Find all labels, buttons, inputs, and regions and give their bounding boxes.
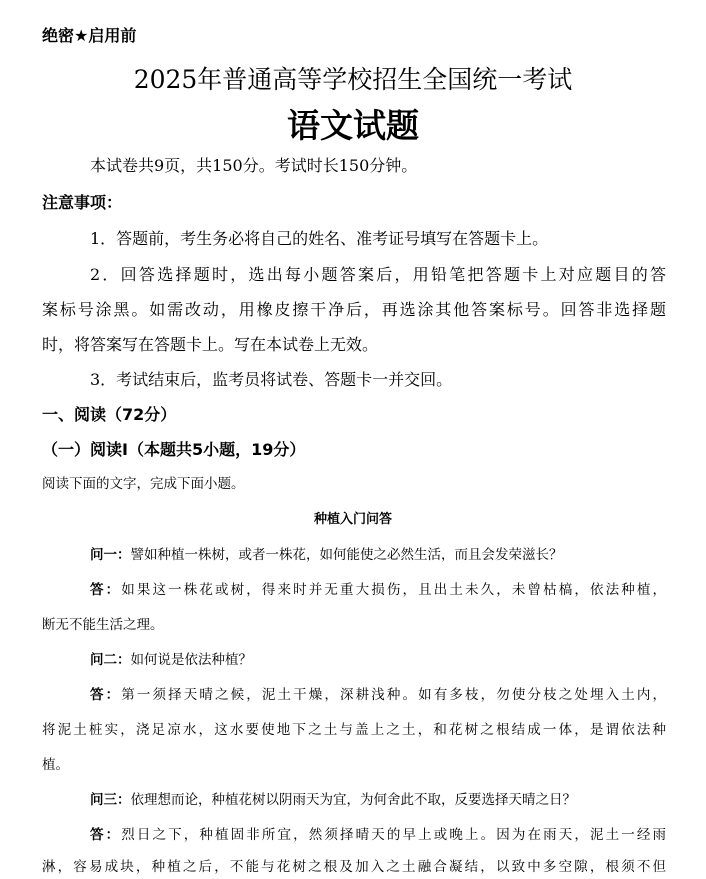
notice-item-2-line-2: 案标号涂黑。如需改动，用橡皮擦干净后，再选涂其他答案标号。回答非选择题 (42, 300, 666, 319)
answer-1-label: 答： (90, 582, 122, 598)
question-3-label: 问三： (90, 792, 131, 808)
subsection-heading: （一）阅读I（本题共5小题，19分） (42, 440, 306, 459)
notice-item-2-line-3: 时，将答案写在答题卡上。写在本试卷上无效。 (42, 335, 379, 354)
question-2-label: 问二： (90, 652, 131, 668)
answer-2-text-1: 第一须择天晴之候，泥土干燥，深耕浅种。如有多枝，勿使分枝之处埋入土内， (121, 687, 666, 703)
question-2-text: 如何说是依法种植？ (130, 652, 252, 668)
answer-2-line-2: 将泥土桩实，浇足凉水，这水要使地下之土与盖上之土，和花树之根结成一体，是谓依法种 (42, 722, 666, 738)
notice-item-1: 1．答题前，考生务必将自己的姓名、准考证号填写在答题卡上。 (90, 229, 549, 248)
question-3-text: 依理想而论，种植花树以阴雨天为宜，为何舍此不取，反要选择天晴之日？ (130, 792, 576, 808)
question-1-label: 问一： (90, 547, 131, 563)
question-3 (42, 788, 666, 808)
answer-2-label: 答： (90, 687, 122, 703)
answer-2-line-1 (42, 683, 666, 703)
notice-heading: 注意事项： (42, 193, 123, 212)
exam-intro: 本试卷共9页，共150分。考试时长150分钟。 (90, 156, 418, 175)
reading-instruction: 阅读下面的文字，完成下面小题。 (42, 476, 245, 492)
confidential-label: 绝密★启用前 (42, 26, 137, 45)
answer-1-line-1 (42, 578, 666, 598)
answer-3-label: 答： (90, 827, 122, 843)
answer-3-line-2: 淋，容易成块，种植之后，不能与花树之根及加入之土融合凝结，以致中多空隙，根须不但 (42, 859, 666, 875)
answer-3-line-1 (42, 823, 666, 843)
exam-title: 2025年普通高等学校招生全国统一考试 (133, 65, 573, 94)
question-1 (42, 543, 666, 563)
answer-2-line-3: 植。 (42, 757, 69, 773)
section-heading: 一、阅读（72分） (42, 405, 177, 424)
answer-1-text-1: 如果这一株花或树，得来时并无重大损伤，且出土未久，未曾枯槁，依法种植， (121, 582, 666, 598)
notice-item-3: 3．考试结束后，监考员将试卷、答题卡一并交回。 (90, 370, 453, 389)
question-2 (42, 648, 666, 668)
answer-3-text-1: 烈日之下，种植固非所宜，然须择晴天的早上或晚上。因为在雨天，泥土一经雨 (121, 827, 666, 843)
question-1-text: 譬如种植一株树，或者一株花，如何能使之必然生活，而且会发荣滋长？ (130, 547, 563, 563)
answer-1-line-2: 断无不能生活之理。 (42, 617, 164, 633)
subject-title: 语文试题 (287, 106, 419, 145)
notice-item-2-line-1: 2．回答选择题时，选出每小题答案后，用铅笔把答题卡上对应题目的答 (90, 265, 666, 284)
passage-title: 种植入门问答 (313, 512, 392, 527)
